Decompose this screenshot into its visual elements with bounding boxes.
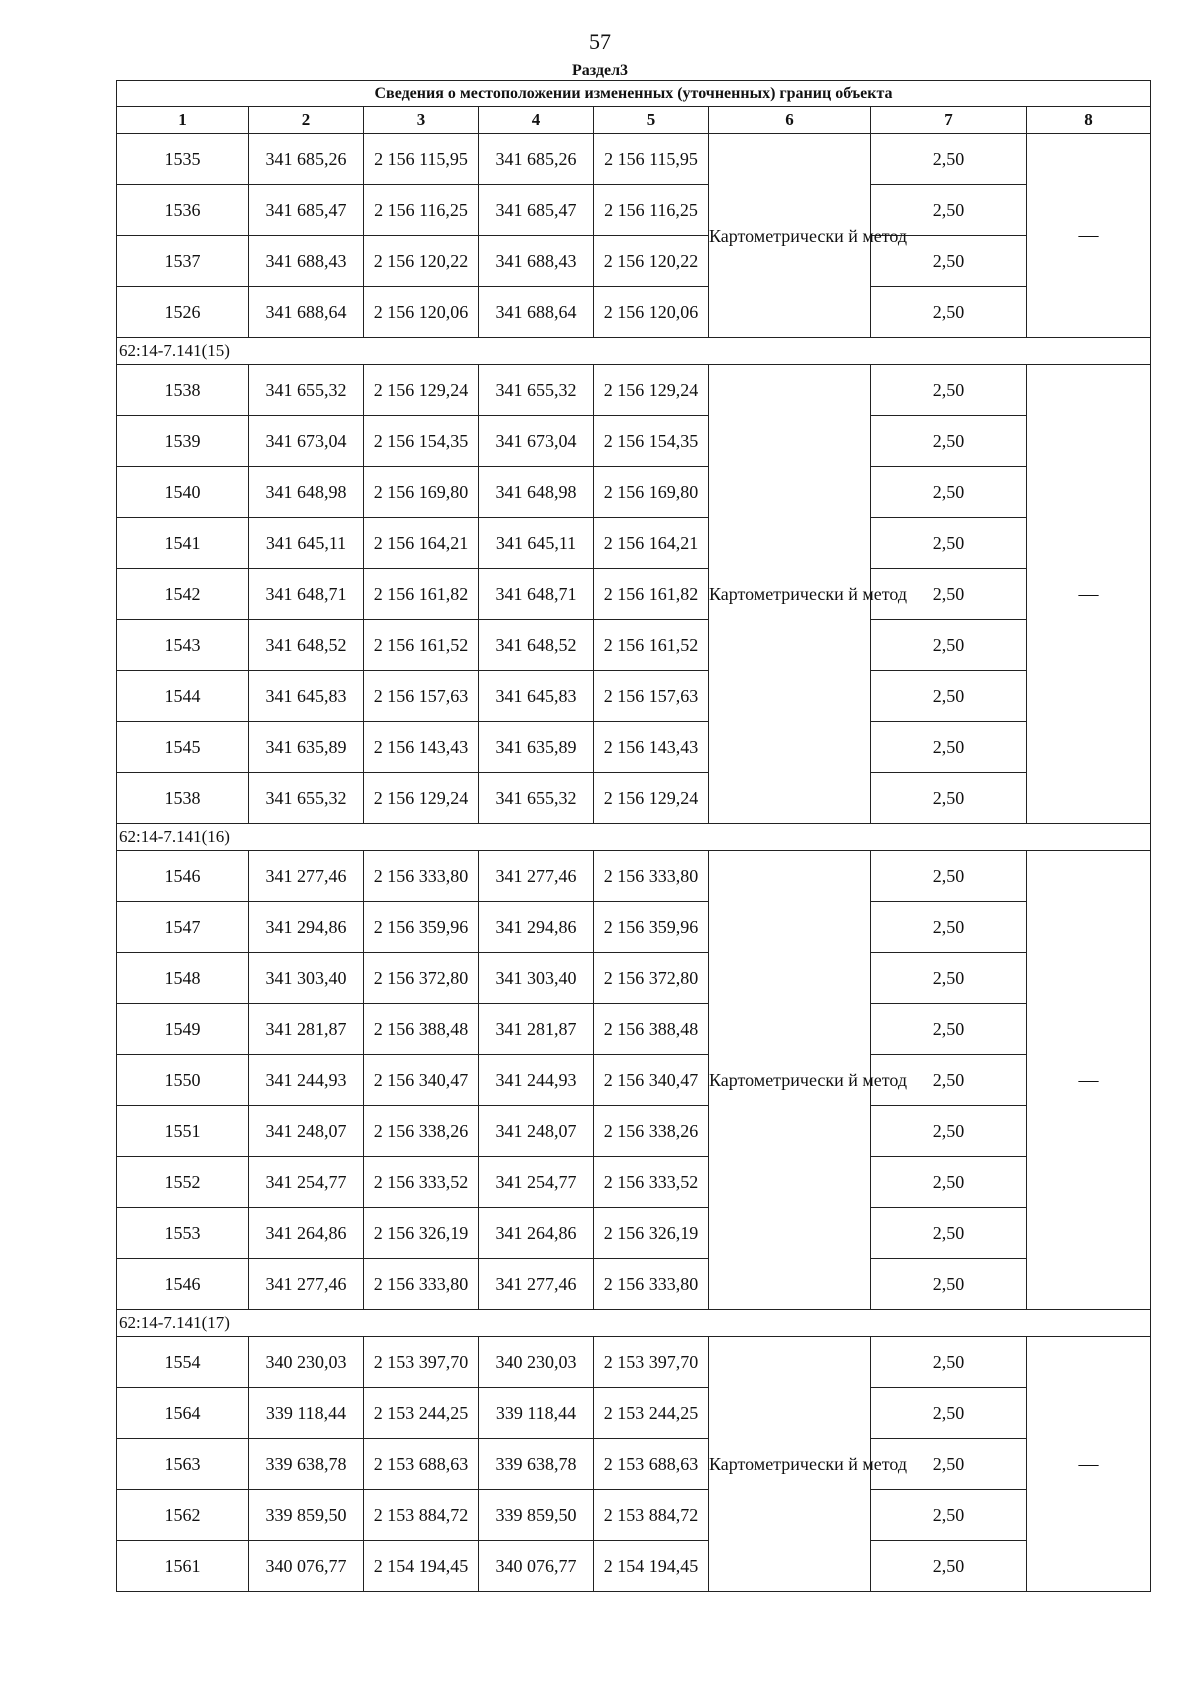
column-header: 7 <box>871 107 1027 134</box>
coordinate-cell: 2 156 143,43 <box>594 722 709 773</box>
coordinate-cell: 339 859,50 <box>479 1490 594 1541</box>
coordinate-cell: 2 153 244,25 <box>364 1388 479 1439</box>
column-number-row <box>117 107 1151 134</box>
precision-cell: 2,50 <box>871 236 1027 287</box>
point-number-cell: 1548 <box>117 953 249 1004</box>
coordinate-cell: 341 648,71 <box>479 569 594 620</box>
coordinate-cell: 341 688,64 <box>249 287 364 338</box>
precision-cell: 2,50 <box>871 1388 1027 1439</box>
table-row <box>117 1157 1151 1208</box>
coordinate-cell: 340 076,77 <box>249 1541 364 1592</box>
table-row <box>117 467 1151 518</box>
point-number-cell: 1542 <box>117 569 249 620</box>
coordinate-cell: 2 156 333,80 <box>364 851 479 902</box>
coordinate-cell: 341 648,52 <box>479 620 594 671</box>
coordinate-cell: 2 153 688,63 <box>364 1439 479 1490</box>
table-row <box>117 1490 1151 1541</box>
precision-cell: 2,50 <box>871 1337 1027 1388</box>
precision-cell: 2,50 <box>871 134 1027 185</box>
coordinate-cell: 2 156 120,22 <box>364 236 479 287</box>
column-header: 8 <box>1027 107 1151 134</box>
coordinate-cell: 341 277,46 <box>249 851 364 902</box>
coordinate-cell: 2 153 397,70 <box>364 1337 479 1388</box>
table-row <box>117 1106 1151 1157</box>
table-row <box>117 953 1151 1004</box>
point-number-cell: 1546 <box>117 1259 249 1310</box>
point-number-cell: 1538 <box>117 773 249 824</box>
coordinate-cell: 2 156 116,25 <box>364 185 479 236</box>
precision-cell: 2,50 <box>871 902 1027 953</box>
coordinate-cell: 341 277,46 <box>479 851 594 902</box>
point-number-cell: 1535 <box>117 134 249 185</box>
coordinate-cell: 341 294,86 <box>479 902 594 953</box>
coordinate-cell: 341 673,04 <box>479 416 594 467</box>
precision-cell: 2,50 <box>871 287 1027 338</box>
table-row <box>117 236 1151 287</box>
coordinate-cell: 341 655,32 <box>249 365 364 416</box>
table-row <box>117 416 1151 467</box>
coordinate-cell: 2 156 333,80 <box>594 851 709 902</box>
coordinate-cell: 341 655,32 <box>249 773 364 824</box>
table-caption: Сведения о местоположении измененных (уточненных) границ объекта <box>117 81 1151 107</box>
point-number-cell: 1544 <box>117 671 249 722</box>
precision-cell: 2,50 <box>871 1208 1027 1259</box>
coordinate-cell: 341 635,89 <box>249 722 364 773</box>
coordinate-cell: 2 156 333,52 <box>364 1157 479 1208</box>
description-cell: — <box>1027 134 1151 338</box>
precision-cell: 2,50 <box>871 1106 1027 1157</box>
table-row <box>117 185 1151 236</box>
coordinate-cell: 2 156 161,52 <box>364 620 479 671</box>
description-cell: — <box>1027 1337 1151 1592</box>
coordinate-cell: 341 645,11 <box>249 518 364 569</box>
point-number-cell: 1545 <box>117 722 249 773</box>
coordinate-cell: 340 076,77 <box>479 1541 594 1592</box>
point-number-cell: 1553 <box>117 1208 249 1259</box>
coordinate-cell: 2 156 115,95 <box>594 134 709 185</box>
precision-cell: 2,50 <box>871 416 1027 467</box>
coordinate-cell: 339 859,50 <box>249 1490 364 1541</box>
point-number-cell: 1546 <box>117 851 249 902</box>
point-number-cell: 1549 <box>117 1004 249 1055</box>
coordinate-cell: 2 156 338,26 <box>594 1106 709 1157</box>
coordinate-cell: 2 156 333,80 <box>594 1259 709 1310</box>
method-cell: Картометрически й метод <box>709 851 871 1310</box>
coordinate-cell: 2 156 120,22 <box>594 236 709 287</box>
coordinate-cell: 2 156 169,80 <box>364 467 479 518</box>
coordinate-cell: 341 248,07 <box>249 1106 364 1157</box>
coordinate-cell: 340 230,03 <box>479 1337 594 1388</box>
coordinate-cell: 2 156 120,06 <box>594 287 709 338</box>
coordinate-cell: 2 156 338,26 <box>364 1106 479 1157</box>
coordinate-cell: 339 638,78 <box>479 1439 594 1490</box>
coordinate-cell: 339 638,78 <box>249 1439 364 1490</box>
section-title: Раздел3 <box>571 62 629 79</box>
coordinate-cell: 2 156 326,19 <box>364 1208 479 1259</box>
coordinate-cell: 2 153 244,25 <box>594 1388 709 1439</box>
coordinate-cell: 2 156 154,35 <box>364 416 479 467</box>
precision-cell: 2,50 <box>871 1541 1027 1592</box>
coordinate-cell: 2 156 129,24 <box>594 773 709 824</box>
coordinate-cell: 2 156 372,80 <box>364 953 479 1004</box>
coordinate-cell: 341 688,43 <box>249 236 364 287</box>
coordinate-cell: 341 303,40 <box>479 953 594 1004</box>
coordinate-cell: 2 156 161,82 <box>594 569 709 620</box>
method-cell: Картометрически й метод <box>709 1337 871 1592</box>
precision-cell: 2,50 <box>871 467 1027 518</box>
table-row <box>117 569 1151 620</box>
coordinate-cell: 341 303,40 <box>249 953 364 1004</box>
precision-cell: 2,50 <box>871 671 1027 722</box>
table-row <box>117 1055 1151 1106</box>
point-number-cell: 1543 <box>117 620 249 671</box>
coordinate-cell: 2 156 388,48 <box>594 1004 709 1055</box>
table-row <box>117 1388 1151 1439</box>
precision-cell: 2,50 <box>871 851 1027 902</box>
table-row <box>117 365 1151 416</box>
coordinate-cell: 341 685,26 <box>249 134 364 185</box>
coordinate-cell: 2 156 120,06 <box>364 287 479 338</box>
column-header: 1 <box>117 107 249 134</box>
coordinate-cell: 341 673,04 <box>249 416 364 467</box>
parcel-group-label: 62:14-7.141(17) <box>117 1310 1151 1337</box>
coordinate-cell: 2 156 157,63 <box>364 671 479 722</box>
coordinate-cell: 341 645,83 <box>249 671 364 722</box>
coordinate-cell: 2 156 129,24 <box>364 773 479 824</box>
coordinate-cell: 2 156 333,52 <box>594 1157 709 1208</box>
parcel-group-row <box>117 338 1151 365</box>
precision-cell: 2,50 <box>871 1259 1027 1310</box>
coordinate-cell: 2 153 884,72 <box>594 1490 709 1541</box>
coordinate-cell: 2 156 169,80 <box>594 467 709 518</box>
coordinate-cell: 2 156 388,48 <box>364 1004 479 1055</box>
parcel-group-row <box>117 1310 1151 1337</box>
coordinate-cell: 341 244,93 <box>249 1055 364 1106</box>
coordinate-cell: 339 118,44 <box>479 1388 594 1439</box>
coordinate-cell: 341 244,93 <box>479 1055 594 1106</box>
point-number-cell: 1540 <box>117 467 249 518</box>
table-row <box>117 1439 1151 1490</box>
point-number-cell: 1564 <box>117 1388 249 1439</box>
coordinate-cell: 341 254,77 <box>479 1157 594 1208</box>
coordinate-cell: 341 277,46 <box>249 1259 364 1310</box>
parcel-group-label: 62:14-7.141(15) <box>117 338 1151 365</box>
coordinate-cell: 2 156 129,24 <box>364 365 479 416</box>
point-number-cell: 1539 <box>117 416 249 467</box>
coordinate-cell: 341 281,87 <box>479 1004 594 1055</box>
coordinate-cell: 341 688,43 <box>479 236 594 287</box>
point-number-cell: 1551 <box>117 1106 249 1157</box>
coordinate-cell: 2 153 397,70 <box>594 1337 709 1388</box>
coordinate-cell: 2 156 372,80 <box>594 953 709 1004</box>
point-number-cell: 1552 <box>117 1157 249 1208</box>
coordinate-cell: 341 648,98 <box>249 467 364 518</box>
coordinate-cell: 341 635,89 <box>479 722 594 773</box>
point-number-cell: 1526 <box>117 287 249 338</box>
precision-cell: 2,50 <box>871 185 1027 236</box>
point-number-cell: 1541 <box>117 518 249 569</box>
coordinate-cell: 2 156 359,96 <box>594 902 709 953</box>
page-number: 57 <box>589 29 611 54</box>
coordinate-cell: 2 154 194,45 <box>594 1541 709 1592</box>
coordinate-cell: 341 645,83 <box>479 671 594 722</box>
point-number-cell: 1547 <box>117 902 249 953</box>
coordinate-cell: 2 156 161,52 <box>594 620 709 671</box>
point-number-cell: 1537 <box>117 236 249 287</box>
coordinate-cell: 341 685,47 <box>479 185 594 236</box>
table-row <box>117 1541 1151 1592</box>
table-row <box>117 134 1151 185</box>
table-row <box>117 902 1151 953</box>
column-header: 3 <box>364 107 479 134</box>
coordinate-cell: 341 248,07 <box>479 1106 594 1157</box>
coordinate-cell: 2 156 340,47 <box>594 1055 709 1106</box>
coordinate-cell: 341 648,71 <box>249 569 364 620</box>
precision-cell: 2,50 <box>871 1157 1027 1208</box>
point-number-cell: 1554 <box>117 1337 249 1388</box>
precision-cell: 2,50 <box>871 953 1027 1004</box>
coordinate-cell: 2 156 116,25 <box>594 185 709 236</box>
coordinate-cell: 2 156 340,47 <box>364 1055 479 1106</box>
coordinate-cell: 341 685,26 <box>479 134 594 185</box>
coordinate-cell: 341 648,98 <box>479 467 594 518</box>
table-row <box>117 1004 1151 1055</box>
coordinate-cell: 2 156 333,80 <box>364 1259 479 1310</box>
point-number-cell: 1536 <box>117 185 249 236</box>
coordinate-cell: 341 648,52 <box>249 620 364 671</box>
precision-cell: 2,50 <box>871 1004 1027 1055</box>
coordinate-cell: 341 685,47 <box>249 185 364 236</box>
table-row <box>117 851 1151 902</box>
coordinate-cell: 341 277,46 <box>479 1259 594 1310</box>
coordinate-cell: 2 156 164,21 <box>364 518 479 569</box>
precision-cell: 2,50 <box>871 1439 1027 1490</box>
coordinate-cell: 2 154 194,45 <box>364 1541 479 1592</box>
point-number-cell: 1561 <box>117 1541 249 1592</box>
precision-cell: 2,50 <box>871 722 1027 773</box>
coordinate-cell: 2 156 326,19 <box>594 1208 709 1259</box>
column-header: 2 <box>249 107 364 134</box>
coordinate-cell: 340 230,03 <box>249 1337 364 1388</box>
precision-cell: 2,50 <box>871 365 1027 416</box>
description-cell: — <box>1027 365 1151 824</box>
table-row <box>117 287 1151 338</box>
coordinate-cell: 339 118,44 <box>249 1388 364 1439</box>
coordinate-cell: 341 645,11 <box>479 518 594 569</box>
precision-cell: 2,50 <box>871 1055 1027 1106</box>
table-row <box>117 1337 1151 1388</box>
coordinate-cell: 2 156 359,96 <box>364 902 479 953</box>
table-row <box>117 671 1151 722</box>
table-row <box>117 1208 1151 1259</box>
coordinate-cell: 341 264,86 <box>479 1208 594 1259</box>
parcel-group-row <box>117 824 1151 851</box>
table-row <box>117 620 1151 671</box>
coordinates-table <box>116 80 1151 1592</box>
coordinate-cell: 2 156 129,24 <box>594 365 709 416</box>
precision-cell: 2,50 <box>871 620 1027 671</box>
table-body <box>117 134 1151 1592</box>
coordinate-cell: 2 156 161,82 <box>364 569 479 620</box>
coordinate-cell: 341 281,87 <box>249 1004 364 1055</box>
coordinate-cell: 2 153 884,72 <box>364 1490 479 1541</box>
column-header: 6 <box>709 107 871 134</box>
point-number-cell: 1538 <box>117 365 249 416</box>
description-cell: — <box>1027 851 1151 1310</box>
table-row <box>117 1259 1151 1310</box>
coordinate-cell: 341 655,32 <box>479 773 594 824</box>
coordinate-cell: 2 156 154,35 <box>594 416 709 467</box>
table-row <box>117 722 1151 773</box>
coordinate-cell: 341 254,77 <box>249 1157 364 1208</box>
precision-cell: 2,50 <box>871 569 1027 620</box>
column-header: 4 <box>479 107 594 134</box>
coordinate-cell: 2 153 688,63 <box>594 1439 709 1490</box>
table-row <box>117 518 1151 569</box>
point-number-cell: 1550 <box>117 1055 249 1106</box>
coordinate-cell: 2 156 143,43 <box>364 722 479 773</box>
coordinate-cell: 2 156 157,63 <box>594 671 709 722</box>
coordinate-cell: 2 156 164,21 <box>594 518 709 569</box>
point-number-cell: 1563 <box>117 1439 249 1490</box>
coordinate-cell: 341 688,64 <box>479 287 594 338</box>
method-cell: Картометрически й метод <box>709 365 871 824</box>
parcel-group-label: 62:14-7.141(16) <box>117 824 1151 851</box>
precision-cell: 2,50 <box>871 518 1027 569</box>
coordinate-cell: 341 264,86 <box>249 1208 364 1259</box>
coordinate-cell: 341 294,86 <box>249 902 364 953</box>
coordinate-cell: 341 655,32 <box>479 365 594 416</box>
method-cell: Картометрически й метод <box>709 134 871 338</box>
precision-cell: 2,50 <box>871 773 1027 824</box>
coordinate-cell: 2 156 115,95 <box>364 134 479 185</box>
point-number-cell: 1562 <box>117 1490 249 1541</box>
table-row <box>117 773 1151 824</box>
precision-cell: 2,50 <box>871 1490 1027 1541</box>
column-header: 5 <box>594 107 709 134</box>
